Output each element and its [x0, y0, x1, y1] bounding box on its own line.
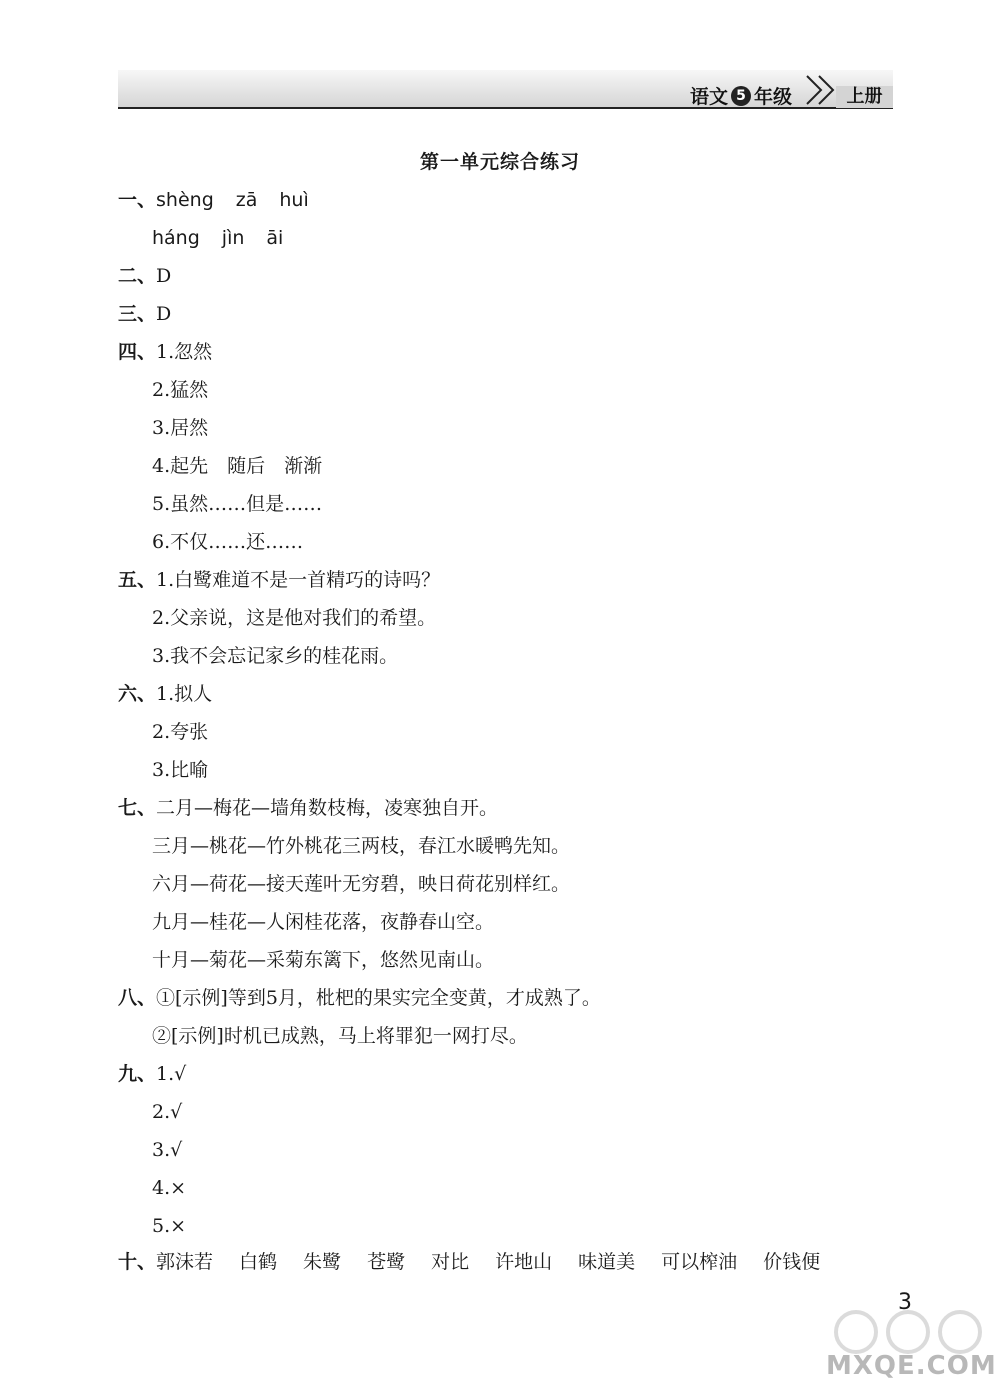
answer-text: ①[示例]等到5月，枇杷的果实完全变黄，才成熟了。	[156, 987, 601, 1009]
section-9-item-3: 3.√	[152, 1139, 183, 1161]
answer-text: D	[156, 303, 172, 325]
section-marker: 六、	[118, 683, 157, 705]
section-6-item-1	[118, 681, 212, 707]
pinyin-row	[156, 189, 331, 211]
header-subject-grade	[690, 82, 792, 109]
section-8-item-1	[118, 985, 601, 1011]
section-1-row-2	[152, 225, 305, 251]
section-9-item-4: 4.×	[152, 1177, 187, 1199]
answer-word: 白鹤	[239, 1251, 278, 1273]
section-marker: 七、	[118, 797, 157, 819]
answer-word: 对比	[431, 1251, 470, 1273]
section-3	[118, 301, 171, 327]
section-marker: 八、	[118, 987, 157, 1009]
section-5-item-1	[118, 567, 440, 593]
pinyin-item: zā	[235, 189, 258, 211]
section-marker: 三、	[118, 303, 157, 325]
section-5-item-3: 3.我不会忘记家乡的桂花雨。	[152, 645, 399, 667]
section-marker: 一、	[118, 189, 157, 211]
answer-word: 价钱便	[763, 1251, 821, 1273]
answer-text: 1.√	[156, 1063, 187, 1085]
pinyin-item: háng	[152, 227, 200, 249]
pinyin-item: huì	[279, 189, 309, 211]
section-9-item-5: 5.×	[152, 1215, 187, 1237]
section-7-item-1	[118, 795, 498, 821]
subject-label: 语文	[690, 86, 729, 108]
answer-word: 朱鹭	[303, 1251, 342, 1273]
answer-word: 可以榨油	[661, 1251, 738, 1273]
section-8-item-2: ②[示例]时机已成熟，马上将罪犯一网打尽。	[152, 1025, 528, 1047]
answer-text: 1.拟人	[156, 683, 213, 705]
section-marker: 十、	[118, 1251, 157, 1273]
answer-word: 郭沫若	[156, 1251, 214, 1273]
section-4-item-4: 4.起先 随后 渐渐	[152, 455, 323, 477]
page-title: 第一单元综合练习	[419, 151, 580, 173]
answer-word: 许地山	[495, 1251, 553, 1273]
page-number: 3	[898, 1290, 912, 1315]
section-7-item-2: 三月—桃花—竹外桃花三两枝，春江水暖鸭先知。	[152, 835, 571, 857]
section-7-item-4: 九月—桂花—人闲桂花落，夜静春山空。	[152, 911, 495, 933]
section-marker: 五、	[118, 569, 157, 591]
pinyin-item: jìn	[221, 227, 245, 249]
volume-label: 上册	[836, 86, 893, 108]
watermark-text: MXQE.COM	[826, 1351, 997, 1381]
section-10	[118, 1249, 820, 1275]
answer-text: 1.白鹭难道不是一首精巧的诗吗？	[156, 569, 441, 591]
pinyin-item: shèng	[156, 189, 214, 211]
section-marker: 九、	[118, 1063, 157, 1085]
section-4-item-6: 6.不仅……还……	[152, 531, 304, 553]
section-6-item-2: 2.夸张	[152, 721, 209, 743]
grade-label: 年级	[754, 86, 793, 108]
section-4-item-3: 3.居然	[152, 417, 209, 439]
pinyin-item: āi	[266, 227, 284, 249]
section-marker: 四、	[118, 341, 157, 363]
grade-number-badge: 5	[731, 86, 751, 106]
section-7-item-5: 十月—菊花—采菊东篱下，悠然见南山。	[152, 949, 495, 971]
answer-text: 1.忽然	[156, 341, 213, 363]
section-marker: 二、	[118, 265, 157, 287]
section-5-item-2: 2.父亲说，这是他对我们的希望。	[152, 607, 437, 629]
answer-text: 二月—梅花—墙角数枝梅，凌寒独自开。	[156, 797, 499, 819]
answer-text: D	[156, 265, 172, 287]
section-1-row-1	[118, 187, 331, 213]
section-4-item-5: 5.虽然……但是……	[152, 493, 323, 515]
section-7-item-3: 六月—荷花—接天莲叶无穷碧，映日荷花别样红。	[152, 873, 571, 895]
answer-word: 味道美	[578, 1251, 636, 1273]
answer-word: 苍鹭	[367, 1251, 406, 1273]
section-9-item-1	[118, 1061, 186, 1087]
section-2	[118, 263, 171, 289]
section-6-item-3: 3.比喻	[152, 759, 209, 781]
section-4-item-1	[118, 339, 212, 365]
section-9-item-2: 2.√	[152, 1101, 183, 1123]
section-4-item-2: 2.猛然	[152, 379, 209, 401]
